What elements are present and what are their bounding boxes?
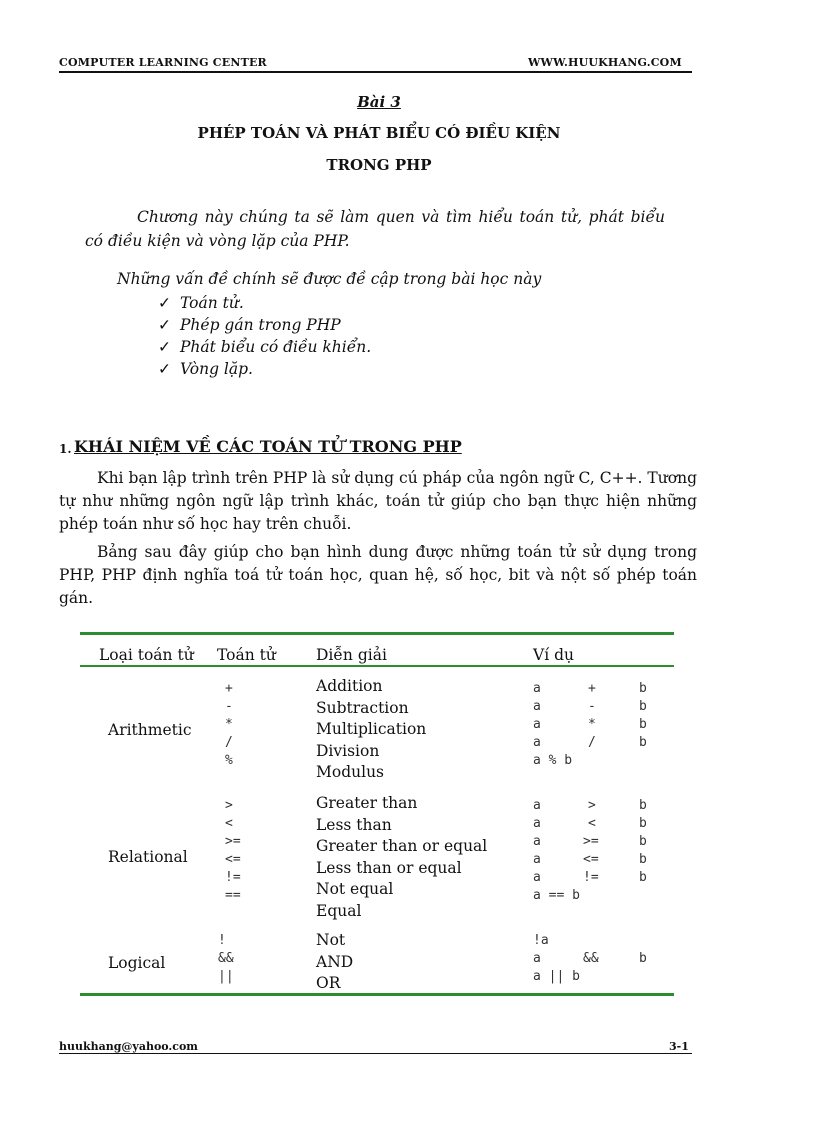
description: Multiplication: [316, 720, 427, 738]
description: Equal: [316, 901, 362, 920]
operator: &&: [218, 951, 234, 966]
example-op: -: [588, 699, 596, 714]
table-header-description: Diễn giải: [316, 646, 387, 664]
example-left: a: [533, 798, 541, 813]
list-item: [158, 358, 371, 380]
group-type-logical: Logical: [108, 954, 166, 972]
description: Division: [316, 741, 380, 760]
example-left: a: [533, 834, 541, 849]
example-op: !=: [583, 870, 599, 885]
example-op: <: [588, 816, 596, 831]
table-header-operator: Toán tử: [217, 646, 276, 664]
example-left: a: [533, 870, 541, 885]
check-icon: ✓: [158, 316, 171, 334]
header-right: WWW.HUUKHANG.COM: [528, 56, 682, 69]
example-left: a: [533, 681, 541, 696]
description: Addition: [316, 677, 383, 695]
operator: !: [218, 933, 226, 948]
example-op: +: [588, 681, 596, 696]
operator: -: [225, 699, 233, 714]
descriptions-relational: [316, 793, 487, 922]
section-paragraph-1: Khi bạn lập trình trên PHP là sử dụng cú pháp của ngôn ngữ C, C++. Tương tự như những ngôn ngữ lập trình khác, toán tử giúp cho bạn thực hiện những phép toán như số học hay trên chuỗi.: [59, 469, 697, 533]
operator: >=: [225, 834, 241, 849]
list-item: [158, 336, 371, 358]
example-right: b: [639, 951, 647, 966]
example-op: <=: [583, 852, 599, 867]
operators-relational: [225, 797, 241, 905]
operator: <: [225, 816, 233, 831]
example-op: &&: [583, 951, 599, 966]
table-header-type: Loại toán tử: [99, 646, 194, 664]
table-bottom-rule: [80, 993, 674, 996]
lesson-title-line2: TRONG PHP: [326, 156, 432, 174]
description: AND: [316, 952, 354, 971]
example-left: a: [533, 951, 541, 966]
example-right: b: [639, 852, 647, 867]
list-item: [158, 314, 371, 336]
description: Greater than or equal: [316, 837, 488, 855]
example-left: a: [533, 717, 541, 732]
example-right: b: [639, 870, 647, 885]
section-number: 1.: [59, 442, 72, 456]
example-op: >: [588, 798, 596, 813]
check-icon: ✓: [158, 360, 171, 378]
operator: >: [225, 798, 233, 813]
list-item-label: Phát biểu có điều khiển.: [180, 338, 372, 356]
list-item: [158, 292, 371, 314]
example-left: a: [533, 735, 541, 750]
example-op: >=: [583, 834, 599, 849]
topics-lead: Những vấn đề chính sẽ được đề cập trong bài học này: [117, 270, 542, 288]
example-right: b: [639, 798, 647, 813]
lesson-number: Bài 3: [357, 93, 401, 111]
table-header-rule: [80, 665, 674, 667]
operator: <=: [225, 852, 241, 867]
section-title: KHÁI NIỆM VỀ CÁC TOÁN TỬ TRONG PHP: [74, 437, 462, 456]
example-op: *: [588, 717, 596, 732]
lesson-title-line1: PHÉP TOÁN VÀ PHÁT BIỂU CÓ ĐIỀU KIỆN: [197, 124, 561, 142]
header-left: COMPUTER LEARNING CENTER: [59, 56, 267, 69]
operators-logical: [218, 932, 234, 986]
operators-arithmetic: [225, 680, 233, 770]
example-right: b: [639, 681, 647, 696]
table-header-example: Ví dụ: [533, 646, 574, 664]
description: Not: [316, 931, 346, 949]
example-left: !a: [533, 933, 549, 948]
example-op: /: [588, 735, 596, 750]
description: Less than: [316, 815, 392, 834]
example-right: b: [639, 717, 647, 732]
list-item-label: Toán tử.: [180, 294, 244, 312]
descriptions-arithmetic: [316, 676, 426, 784]
example-right: b: [639, 735, 647, 750]
example-left: a % b: [533, 753, 573, 768]
operator: *: [225, 717, 233, 732]
page-number: 3-1: [669, 1040, 689, 1053]
example-left: a: [533, 852, 541, 867]
table-top-rule: [80, 632, 674, 635]
description: OR: [316, 974, 341, 992]
topics-list: [158, 292, 371, 380]
section-paragraph-2: Bảng sau đây giúp cho bạn hình dung được những toán tử sử dụng trong PHP, PHP định nghĩa toá tử toán học, quan hệ, số học, bit và nột số phép toán gán.: [59, 543, 697, 607]
example-left: a || b: [533, 969, 580, 984]
list-item-label: Vòng lặp.: [180, 360, 253, 378]
operator: ||: [218, 969, 234, 984]
header-divider: [59, 71, 692, 73]
operator: !=: [225, 870, 241, 885]
group-type-relational: Relational: [108, 848, 188, 866]
example-left: a == b: [533, 888, 580, 903]
description: Greater than: [316, 794, 418, 812]
example-right: b: [639, 816, 647, 831]
operator: ==: [225, 888, 241, 903]
intro-paragraph: Chương này chúng ta sẽ làm quen và tìm hiểu toán tử, phát biểu có điều kiện và vòng lặp của PHP.: [85, 208, 665, 250]
description: Subtraction: [316, 698, 409, 717]
descriptions-logical: [316, 930, 353, 995]
operator: %: [225, 753, 233, 768]
example-left: a: [533, 699, 541, 714]
operator: /: [225, 735, 233, 750]
list-item-label: Phép gán trong PHP: [180, 316, 341, 334]
example-left: a: [533, 816, 541, 831]
check-icon: ✓: [158, 338, 171, 356]
description: Not equal: [316, 880, 394, 898]
description: Less than or equal: [316, 858, 462, 877]
footer-email: huukhang@yahoo.com: [59, 1040, 198, 1053]
group-type-arithmetic: Arithmetic: [108, 721, 192, 739]
description: Modulus: [316, 763, 385, 781]
example-right: b: [639, 699, 647, 714]
example-right: b: [639, 834, 647, 849]
operator: +: [225, 681, 233, 696]
footer-divider: [59, 1053, 692, 1054]
check-icon: ✓: [158, 294, 171, 312]
